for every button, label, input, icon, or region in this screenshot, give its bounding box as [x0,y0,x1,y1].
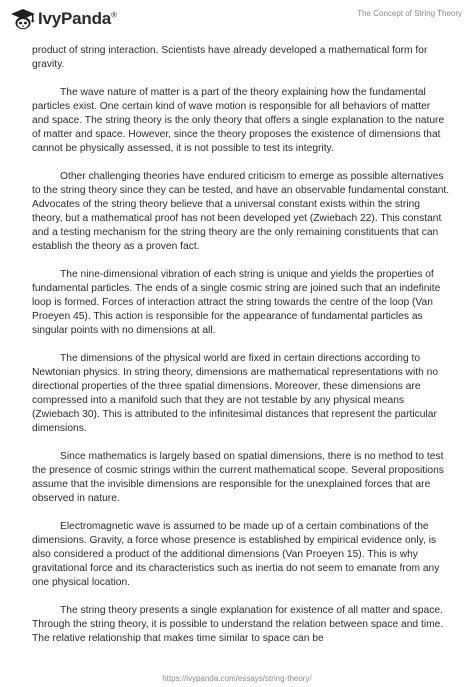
paragraph: The dimensions of the physical world are fixed in certain directions according to Newtonian physics. In string theory, dimensions are mathematical representations with no directional properties of the three spatial dimensions. Moreover, these dimensions are compressed into a manifold such that they are not testable by any physical means (Zwiebach 30). This is attributed to the infinitesimal distances that represent the particular dimensions. [32,353,439,434]
paragraph: product of string interaction. Scientists have already developed a mathematical form for gravity. [32,45,428,70]
document-title: The Concept of String Theory [357,9,462,18]
page-footer [0,674,474,683]
ivypanda-logo[interactable] [10,8,117,30]
source-url-link[interactable]: https://ivypanda.com/essays/string-theory/ [162,674,312,683]
registered-mark: ® [111,10,117,20]
paragraph: The wave nature of matter is a part of the theory explaining how the fundamental particles exist. One certain kind of wave motion is responsible for all behaviors of matter and space. The string theory is the only theory that offers a single explanation to the nature of matter and space. However, since the theory proposes the existence of dimensions that cannot be physically assessed, it is not possible to test its integrity. [32,87,445,154]
logo-text: IvyPanda® [38,9,117,28]
paragraph: The nine-dimensional vibration of each string is unique and yields the properties of fundamental particles. The ends of a single cosmic string are joined such that an indefinite loop is formed. Forces of interaction attract the string towards the centre of the loop (Van Proeyen 45). This action is responsible for the appearance of fundamental particles as singular points with no dimensions at all. [32,269,441,336]
paragraph: Since mathematics is largely based on spatial dimensions, there is no method to test the presence of cosmic strings within the current mathematical scope. Several propositions assume that the invisible dimensions are responsible for the unexplained forces that are observed in nature. [32,451,444,504]
paragraph: Other challenging theories have endured criticism to emerge as possible alternatives to the string theory since they can be tested, and have an observable fundamental constant. Advocates of the string theory believe that a universal constant exists within the string theory, but a mathematical proof has not been developed yet (Zwiebach 22). This constant and a testing mechanism for the string theory are the only remaining constituents that can establish the theory as a proven fact. [32,171,450,252]
paragraph: The string theory presents a single explanation for existence of all matter and space. Through the string theory, it is possible to understand the relation between space and time. The relative relationship that makes time similar to space can be [32,605,444,644]
paragraph: Electromagnetic wave is assumed to be made up of a certain combinations of the dimensions. Gravity, a force whose presence is established by empirical evidence only, is also considered a product of the additional dimensions (Van Proeyen 15). This is why gravitational force and its characteristics such as inertia do not seem to emanate from any one physical location. [32,521,440,588]
page-header [0,0,474,36]
essay-body [32,44,450,660]
panda-logo-icon [10,8,36,30]
